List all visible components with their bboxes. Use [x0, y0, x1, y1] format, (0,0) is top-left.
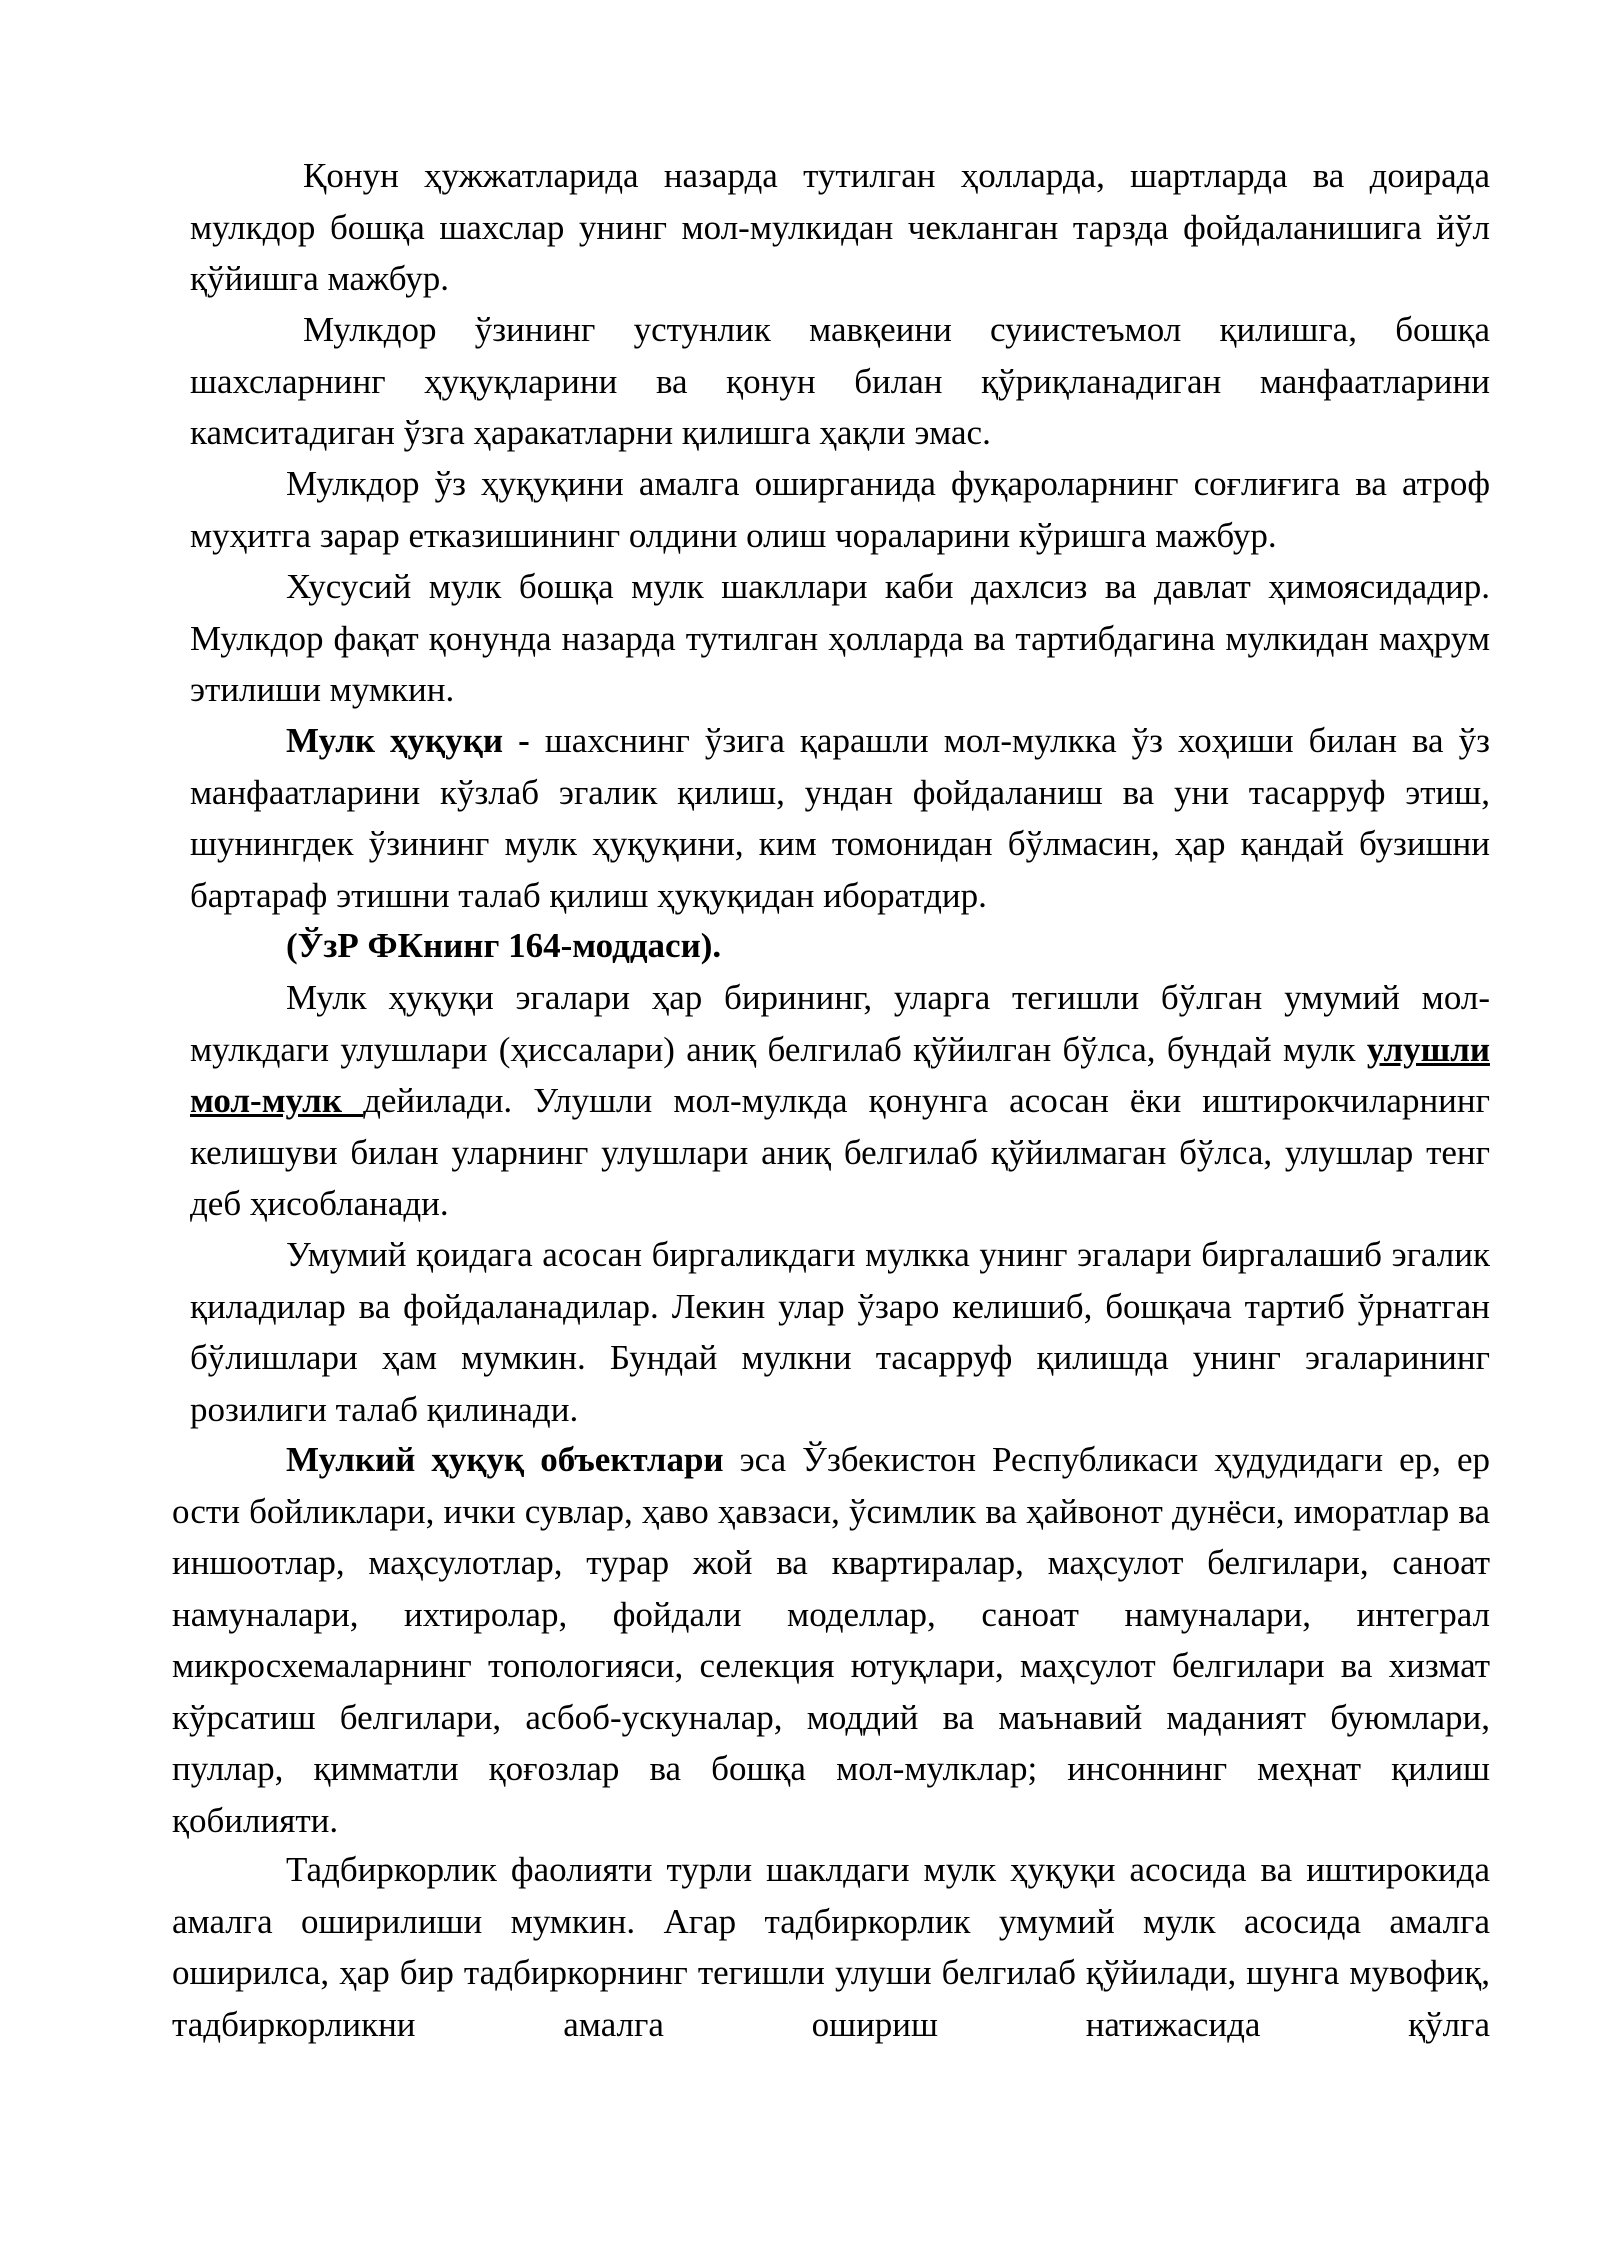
- paragraph-8: Умумий қоидага асосан биргаликдаги мулкка унинг эгалари биргалашиб эгалик қиладилар ва фойдаланадилар. Лекин улар ўзаро келишиб, бошқача тартиб ўрнатган бўлишлари ҳам мумкин. Бундай мулкни тасарруф қилишда унинг эгаларининг розилиги талаб қилинади.: [190, 1235, 1490, 1429]
- paragraph-5-text: шахснинг ўзига қарашли мол-мулкка ўз хоҳиши билан ва ўз манфаатларини кўзлаб эгалик қилиш, ундан фойдаланиш ва уни тасарруф этиш, шунингдек ўзининг мулк ҳуқуқини, ким томонидан бўлмасин, ҳар қандай бузишни бартараф этишни талаб қилиш ҳуқуқидан иборатдир.: [190, 721, 1490, 915]
- paragraph-4: Хусусий мулк бошқа мулк шакллари каби дахлсиз ва давлат ҳимоясидадир. Мулкдор фақат қонунда назарда тутилган ҳолларда ва тартибдагина мулкидан маҳрум этилиши мумкин.: [190, 567, 1490, 709]
- term-property-objects: Мулкий ҳуқуқ объектлари: [286, 1440, 724, 1479]
- paragraph-5: [190, 715, 1490, 921]
- legal-reference: (ЎзР ФКнинг 164-моддаси).: [286, 926, 722, 965]
- paragraph-9: [172, 1434, 1490, 1846]
- paragraph-1: Қонун ҳужжатларида назарда тутилган ҳолларда, шартларда ва доирада мулкдор бошқа шахслар унинг мол-мулкидан чекланган тарзда фойдаланишига йўл қўйишга мажбур.: [190, 156, 1490, 298]
- paragraph-7: [190, 972, 1490, 1230]
- paragraph-3: Мулкдор ўз ҳуқуқини амалга оширганида фуқароларнинг соғлиғига ва атроф муҳитга зарар етказишининг олдини олиш чораларини кўришга мажбур.: [190, 464, 1490, 555]
- paragraph-7-text-a: Мулк ҳуқуқи эгалари ҳар бирининг, уларга тегишли бўлган умумий мол-мулкдаги улушлари (ҳиссалари) аниқ белгилаб қўйилган бўлса, бундай мулк: [190, 978, 1490, 1069]
- term-shared-property: улушли мол-мулк: [190, 1029, 1490, 1120]
- paragraph-7-text-b: дейилади. Улушли мол-мулкда қонунга асосан ёки иштирокчиларнинг келишуви билан уларнинг улушлари аниқ белгилаб қўйилмаган бўлса, улушлар тенг деб ҳисобланади.: [190, 1081, 1490, 1223]
- paragraph-2: Мулкдор ўзининг устунлик мавқеини суиистеъмол қилишга, бошқа шахсларнинг ҳуқуқларини ва қонун билан қўриқланадиган манфаатларини камситадиган ўзга ҳаракатларни қилишга ҳақли эмас.: [190, 310, 1490, 452]
- paragraph-10: Тадбиркорлик фаолияти турли шаклдаги мулк ҳуқуқи асосида ва иштирокида амалга оширилиши мумкин. Агар тадбиркорлик умумий мулк асосида амалга оширилса, ҳар бир тадбиркорнинг тегишли улуши белгилаб қўйилади, шунга мувофиқ, тадбиркорликни амалга ошириш натижасида қўлга: [172, 1850, 1490, 2044]
- term-property-right: Мулк ҳуқуқи -: [286, 721, 530, 760]
- paragraph-9-text: эса Ўзбекистон Республикаси ҳудудидаги ер, ер ости бойликлари, ички сувлар, ҳаво ҳавзаси, ўсимлик ва ҳайвонот дунёси, иморатлар ва иншоотлар, маҳсулотлар, турар жой ва квартиралар, маҳсулот белгилари, саноат намуналари, ихтиролар, фойдали моделлар, саноат намуналари, интеграл микросхемаларнинг топологияси, селекция ютуқлари, маҳсулот белгилари ва хизмат кўрсатиш белгилари, асбоб-ускуналар, моддий ва маънавий маданият буюмлари, пуллар, қимматли қоғозлар ва бошқа мол-мулклар; инсоннинг меҳнат қилиш қобилияти.: [172, 1440, 1490, 1840]
